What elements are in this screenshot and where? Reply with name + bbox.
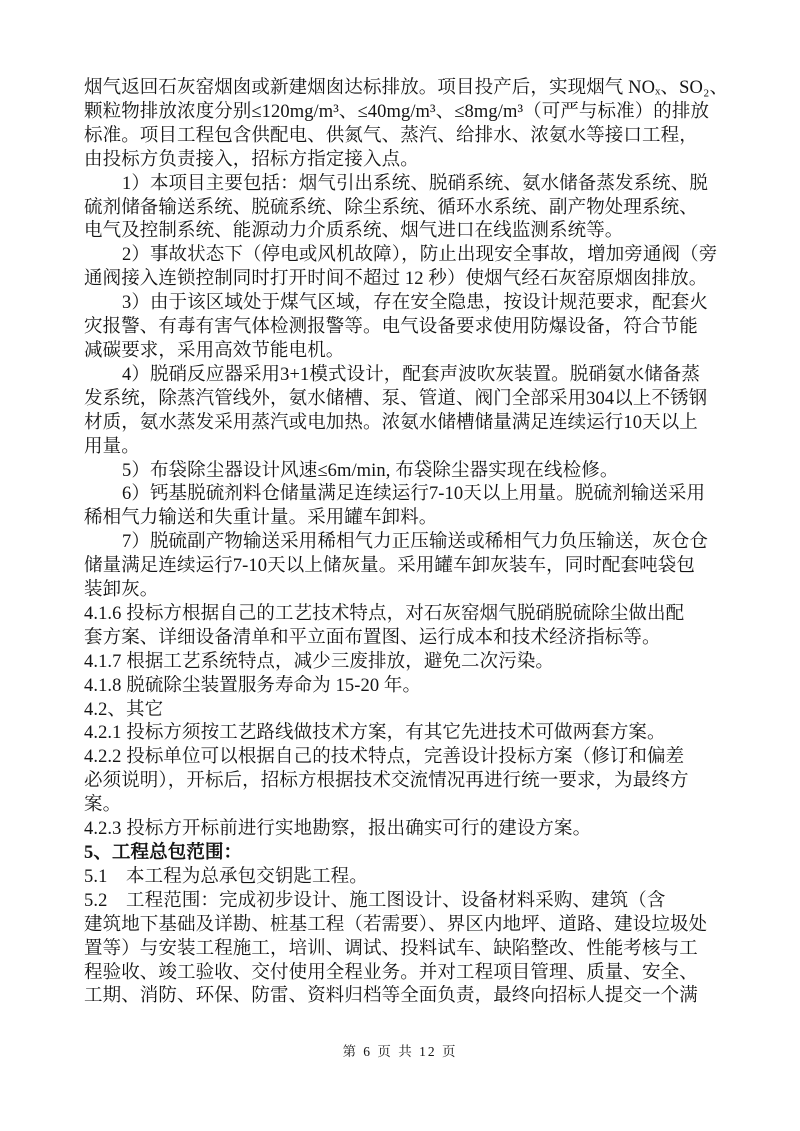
text-line: 置等）与安装工程施工，培训、调试、投料试车、缺陷整改、性能考核与工 xyxy=(84,938,698,959)
text-line: 材质，氨水蒸发采用蒸汽或电加热。浓氨水储槽储量满足连续运行10天以上 xyxy=(84,412,698,433)
text-line: 发系统，除蒸汽管线外，氨水储槽、泵、管道、阀门全部采用304以上不锈钢 xyxy=(84,388,708,409)
text-line: 标准。项目工程包含供配电、供氮气、蒸汽、给排水、浓氨水等接口工程， xyxy=(84,125,698,146)
text-line: 4.1.8 脱硫除尘装置服务寿命为 15-20 年。 xyxy=(84,675,422,696)
text-line: 4.2.3 投标方开标前进行实地勘察，报出确实可行的建设方案。 xyxy=(84,819,592,840)
document-body xyxy=(84,77,729,1009)
text-line: 减碳要求，采用高效节能电机。 xyxy=(84,340,345,361)
text-line: 建筑地下基础及详勘、桩基工程（若需要）、界区内地坪、道路、建设垃圾处 xyxy=(84,914,708,935)
text-line: 4.2、其它 xyxy=(84,699,164,720)
text-line: 稀相气力输送和失重计量。采用罐车卸料。 xyxy=(84,508,438,529)
text-line: 1）本项目主要包括：烟气引出系统、脱硝系统、氨水储备蒸发系统、脱 xyxy=(122,173,708,194)
text-line: 工期、消防、环保、防雷、资料归档等全面负责，最终向招标人提交一个满 xyxy=(84,986,698,1007)
text-line: 5.1 本工程为总承包交钥匙工程。 xyxy=(84,866,368,887)
text-line: 5）布袋除尘器设计风速≤6m/min, 布袋除尘器实现在线检修。 xyxy=(122,460,619,481)
text-line: 必须说明），开标后，招标方根据技术交流情况再进行统一要求，为最终方 xyxy=(84,771,689,792)
text-line: 4.1.7 根据工艺系统特点，减少三废排放，避免二次污染。 xyxy=(84,651,555,672)
text-line: 储量满足连续运行7-10天以上储灰量。采用罐车卸灰装车，同时配套吨袋包 xyxy=(84,556,695,577)
text-line: 2）事故状态下（停电或风机故障），防止出现安全事故，增加旁通阀（旁 xyxy=(122,245,718,266)
text-line: 3）由于该区域处于煤气区域，存在安全隐患，按设计规范要求，配套火 xyxy=(122,293,708,314)
text-line: 套方案、详细设备清单和平立面布置图、运行成本和技术经济指标等。 xyxy=(84,627,661,648)
text-line: 4.2.2 投标单位可以根据自己的技术特点，完善设计投标方案（修订和偏差 xyxy=(84,747,685,768)
text-line: 烟气返回石灰窑烟囱或新建烟囱达标排放。项目投产后，实现烟气 NOₓ、SO₂、 xyxy=(84,78,729,98)
text-line: 4）脱硝反应器采用3+1模式设计，配套声波吹灰装置。脱硝氨水储备蒸 xyxy=(122,364,700,385)
text-line: 电气及控制系统、能源动力介质系统、烟气进口在线监测系统等。 xyxy=(84,221,624,242)
text-line: 灾报警、有毒有害气体检测报警等。电气设备要求使用防爆设备，符合节能 xyxy=(84,317,698,338)
text-line: 装卸灰。 xyxy=(84,580,159,601)
text-line: 6）钙基脱硫剂料仓储量满足连续运行7-10天以上用量。脱硫剂输送采用 xyxy=(122,484,706,505)
text-line: 通阀接入连锁控制同时打开时间不超过 12 秒）使烟气经石灰窑原烟囱排放。 xyxy=(84,269,708,290)
text-line: 4.2.1 投标方须按工艺路线做技术方案，有其它先进技术可做两套方案。 xyxy=(84,723,666,744)
text-line: 由投标方负责接入，招标方指定接入点。 xyxy=(84,149,419,170)
text-line: 7）脱硫副产物输送采用稀相气力正压输送或稀相气力负压输送，灰仓仓 xyxy=(122,532,708,553)
page-footer: 第 6 页 共 12 页 xyxy=(342,1044,458,1059)
text-line: 案。 xyxy=(84,795,122,816)
text-line: 4.1.6 投标方根据自己的工艺技术特点，对石灰窑烟气脱硝脱硫除尘做出配 xyxy=(84,603,685,624)
text-line: 用量。 xyxy=(84,436,140,457)
text-line: 5、工程总包范围： xyxy=(84,843,243,863)
text-line: 程验收、竣工验收、交付使用全程业务。并对工程项目管理、质量、安全、 xyxy=(84,962,698,983)
text-line: 5.2 工程范围：完成初步设计、施工图设计、设备材料采购、建筑（含 xyxy=(84,890,666,911)
text-line: 硫剂储备输送系统、脱硫系统、除尘系统、循环水系统、副产物处理系统、 xyxy=(84,197,698,218)
text-line: 颗粒物排放浓度分别≤120mg/m³、≤40mg/m³、≤8mg/m³（可严与标准）的排放 xyxy=(84,101,710,122)
